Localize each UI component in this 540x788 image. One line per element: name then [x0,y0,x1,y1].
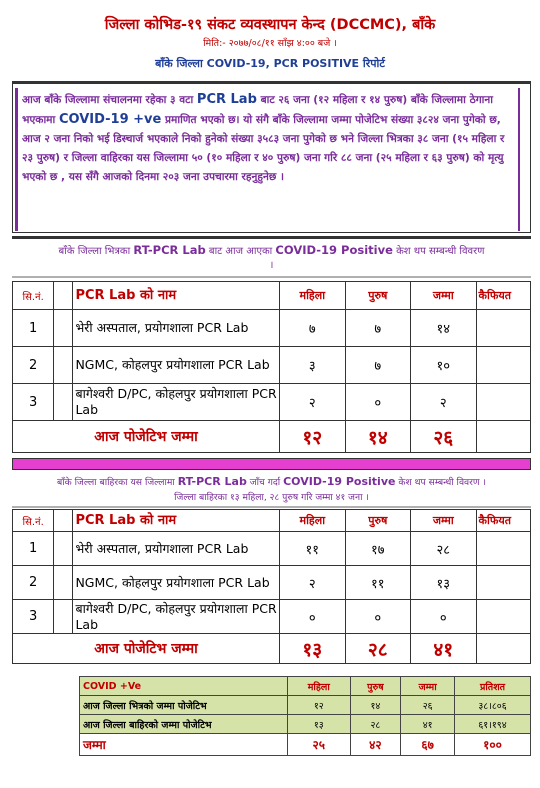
row-male: ७ [345,310,411,347]
col-female: महिला [280,510,346,532]
table-total-row [13,421,531,453]
col-total: जम्मा [411,282,477,310]
section2-text-eng: RT-PCR Lab [177,475,247,488]
summary-row [80,715,531,734]
paragraph-part-2: बाट २६ जना (१२ महिला र १४ पुरुष) बाँके जिल्लामा ठेगाना भएकामा [22,94,494,126]
col-gap [54,510,73,532]
row-total: १० [411,347,477,384]
table-row [13,566,531,600]
summary-row-female: १३ [288,715,351,734]
summary-total-label: जम्मा [80,734,288,756]
total-remarks [476,634,530,664]
summary-row-percent: ३८।८०६ [455,696,531,715]
summary-row-label: आज जिल्ला बाहिरको जम्मा पोजेटिभ [80,715,288,734]
total-female: १३ [280,634,346,664]
section1-text-mid: बाट आज आएका [205,246,276,257]
col-sn: सि.नं. [13,282,54,310]
row-sn: 1 [13,532,54,566]
table-row [13,310,531,347]
summary-total-percent: १०० [455,734,531,756]
summary-col-total: जम्मा [401,677,455,696]
row-total: १३ [411,566,477,600]
summary-row-male: २८ [350,715,401,734]
total-total: ४१ [411,634,477,664]
row-lab-name: बागेश्वरी D/PC, कोहलपुर प्रयोगशाला PCR Lab [73,384,280,421]
summary-col-percent: प्रतिशत [455,677,531,696]
table-row [13,600,531,634]
row-male: ११ [345,566,411,600]
row-lab-name: भेरी अस्पताल, प्रयोगशाला PCR Lab [73,532,280,566]
row-male: ० [345,600,411,634]
row-remarks [476,310,530,347]
row-gap [54,347,73,384]
row-lab-name: NGMC, कोहलपुर प्रयोगशाला PCR Lab [73,347,280,384]
row-male: १७ [345,532,411,566]
table-header-row [13,282,531,310]
summary-table [79,676,531,756]
col-remarks: कैफियत [476,510,530,532]
summary-paragraph-box [12,81,531,233]
total-male: १४ [345,421,411,453]
row-female: ० [280,600,346,634]
paragraph-part-3: प्रमाणित भएको छ। यो संगै बाँके जिल्लामा जम्मा पोजेटिभ संख्या ३८२४ जना पुगेको छ, आज २ जना निको भई डिस्चार्ज भएकाले निको हुनेको संख्या ३५८३ जना पुगेको छ भने जिल्ला भित्रका ३८ जना (१५ महिला र २३ पुरुष) र जिल्ला वाहिरका यस जिल्लामा ५० (१० महिला र ४० पुरुष) जना गरि ८८ जना (२५ महिला र ६३ पुरुष) को मृत्यु भएको छ , यस सँगै आजको दिनमा २०३ जना उपचारमा रहनुहुनेछ । [22,114,505,183]
total-label: आज पोजेटिभ जम्मा [13,634,280,664]
row-total: २ [411,384,477,421]
table-header-row [13,510,531,532]
row-sn: 3 [13,600,54,634]
col-male: पुरुष [345,282,411,310]
row-lab-name: NGMC, कोहलपुर प्रयोगशाला PCR Lab [73,566,280,600]
row-gap [54,532,73,566]
row-gap [54,600,73,634]
row-lab-name: बागेश्वरी D/PC, कोहलपुर प्रयोगशाला PCR Lab [73,600,280,634]
summary-col-label: COVID +Ve [80,677,288,696]
row-lab-name: भेरी अस्पताल, प्रयोगशाला PCR Lab [73,310,280,347]
row-gap [54,310,73,347]
section-divider-bar [12,458,531,470]
summary-total-female: २५ [288,734,351,756]
summary-total-row [80,734,531,756]
paragraph-part-1: आज बाँके जिल्लामा संचालनमा रहेका ३ वटा [22,94,197,106]
section2-text-mid: जाँच गर्दा [246,477,284,488]
summary-paragraph [15,88,520,231]
section1-text-eng2: COVID-19 Positive [275,243,393,257]
row-remarks [476,384,530,421]
row-female: ११ [280,532,346,566]
report-title: जिल्ला कोभिड-१९ संकट व्यवस्थापन केन्द (DCCMC), बाँके [104,17,436,33]
row-female: ३ [280,347,346,384]
table-row [13,532,531,566]
section2-heading [12,472,531,508]
summary-row [80,696,531,715]
col-gap [54,282,73,310]
report-subtitle: बाँके जिल्ला COVID-19, PCR POSITIVE रिपोर्ट [155,57,385,70]
section1-text-line2: । [269,260,274,271]
summary-total-male: ४२ [350,734,401,756]
row-remarks [476,347,530,384]
row-male: ७ [345,347,411,384]
row-remarks [476,566,530,600]
row-total: २८ [411,532,477,566]
row-female: ७ [280,310,346,347]
col-sn: सि.नं. [13,510,54,532]
summary-row-male: १४ [350,696,401,715]
section2-text-post: केश थप सम्बन्धी विवरण । [395,477,486,488]
total-female: १२ [280,421,346,453]
row-male: ० [345,384,411,421]
summary-col-female: महिला [288,677,351,696]
total-total: २६ [411,421,477,453]
report-header [0,0,540,74]
col-remarks: कैफियत [476,282,530,310]
section2-text-pre: बाँके जिल्ला बाहिरका यस जिल्लामा [57,477,178,488]
row-gap [54,566,73,600]
outside-district-table [12,509,531,664]
col-female: महिला [280,282,346,310]
total-male: २८ [345,634,411,664]
summary-row-label: आज जिल्ला भित्रको जम्मा पोजेटिभ [80,696,288,715]
row-total: ० [411,600,477,634]
col-total: जम्मा [411,510,477,532]
summary-total-total: ६७ [401,734,455,756]
report-date: मिति:- २०७७/०८/११ साँझ ४:०० बजे । [203,38,337,49]
row-total: १४ [411,310,477,347]
col-lab-name: PCR Lab को नाम [73,510,280,532]
row-sn: 2 [13,347,54,384]
row-female: २ [280,384,346,421]
row-gap [54,384,73,421]
paragraph-highlight-pcr-lab: PCR Lab [196,92,257,107]
summary-header-row [80,677,531,696]
inside-district-table [12,281,531,453]
table-row [13,347,531,384]
paragraph-highlight-covid: COVID-19 +ve [58,112,162,127]
col-lab-name: PCR Lab को नाम [73,282,280,310]
row-sn: 1 [13,310,54,347]
summary-col-male: पुरुष [350,677,401,696]
row-remarks [476,600,530,634]
summary-row-female: १२ [288,696,351,715]
row-sn: 2 [13,566,54,600]
row-remarks [476,532,530,566]
section1-heading [12,236,531,278]
col-male: पुरुष [345,510,411,532]
table-row [13,384,531,421]
row-female: २ [280,566,346,600]
section2-text-line2: जिल्ला बाहिरका १३ महिला, २८ पुरुष गरि जम्मा ४१ जना । [174,492,369,503]
row-sn: 3 [13,384,54,421]
summary-row-percent: ६१।१९४ [455,715,531,734]
total-label: आज पोजेटिभ जम्मा [13,421,280,453]
section1-text-pre: बाँके जिल्ला भित्रका [58,246,134,257]
total-remarks [476,421,530,453]
section1-text-eng: RT-PCR Lab [133,243,206,257]
summary-row-total: २६ [401,696,455,715]
section1-text-post: केश थप सम्बन्धी विवरण [392,246,485,257]
section2-text-eng2: COVID-19 Positive [283,475,396,488]
table-total-row [13,634,531,664]
summary-row-total: ४१ [401,715,455,734]
